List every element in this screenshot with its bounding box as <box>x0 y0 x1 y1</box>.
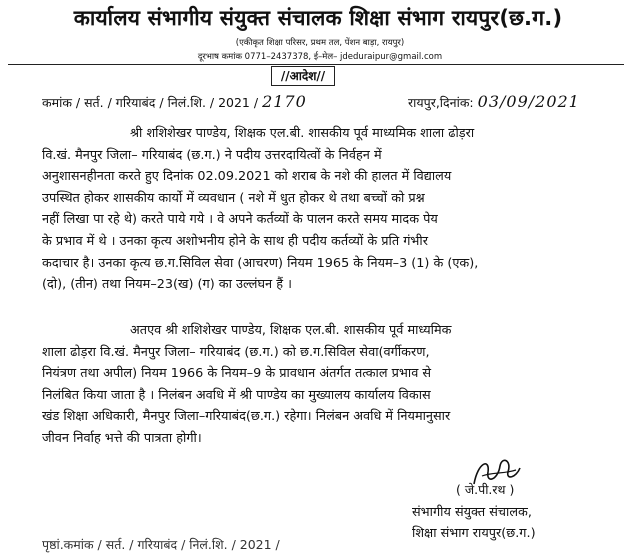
paragraph-line: के प्रभाव में थे । उनका कृत्य अशोभनीय होने के साथ ही पदीय कर्तव्यों के प्रति गंभीर <box>42 233 428 249</box>
paragraph-line: (दो), (तीन) तथा नियम–23(ख) (ग) का उल्लंघन हैं । <box>42 277 292 293</box>
paragraph-suspension <box>42 320 616 450</box>
reference-date <box>408 92 580 111</box>
office-address: (एकीकृत शिक्षा परिसर, प्रथम तल, पेंशन बाड़ा, रायपुर) <box>235 38 405 48</box>
reference-number-handwritten: 2170 <box>262 92 307 111</box>
order-heading: //आदेश// <box>271 66 335 86</box>
office-contact: दूरभाष कमांक 0771–2437378, ई–मेल– jdeduraipur@gmail.com <box>197 52 443 62</box>
header-divider <box>8 64 624 65</box>
signatory-office: शिक्षा संभाग रायपुर(छ.ग.) <box>412 526 536 541</box>
paragraph-line: निलंबित किया जाता है । निलंबन अवधि में श्री पाण्डेय का मुख्यालय कार्यालय विकास <box>42 387 431 403</box>
paragraph-line: नियंत्रण तथा अपील) नियम 1966 के नियम–9 के प्रावधान अंतर्गत तत्काल प्रभाव से <box>42 366 432 382</box>
paragraph-charges <box>42 123 616 296</box>
signatory-designation: संभागीय संयुक्त संचालक, <box>412 505 532 520</box>
paragraph-line: वि.खं. मैनपुर जिला– गरियाबंद (छ.ग.) ने पदीय उत्तरदायित्वों के निर्वहन में <box>42 147 382 163</box>
paragraph-line: नहीं लिखा पा रहे थे) करते पाये गये । वे अपने कर्तव्यों के पालन करते समय मादक पेय <box>42 212 438 228</box>
paragraph-line: जीवन निर्वाह भत्ते की पात्रता होगी। <box>42 430 202 446</box>
paragraph-line: अतएव श्री शशिशेखर पाण्डेय, शिक्षक एल.बी. शासकीय पूर्व माध्यमिक <box>130 323 452 338</box>
office-title: कार्यालय संभागीय संयुक्त संचालक शिक्षा संभाग रायपुर(छ.ग.) <box>73 6 563 30</box>
paragraph-line: शाला ढोड़रा वि.खं. मैनपुर जिला– गरियाबंद (छ.ग.) को छ.ग.सिविल सेवा(वर्गीकरण, <box>42 344 430 360</box>
reference-date-handwritten: 03/09/2021 <box>477 92 580 111</box>
reference-date-prefix: रायपुर,दिनांक: <box>408 95 474 110</box>
paragraph-line: अनुशासनहीनता करते हुए दिनांक 02.09.2021 को शराब के नशे की हालत में विद्यालय <box>42 169 452 185</box>
signatory-name: ( जे.पी.रथ ) <box>456 482 515 497</box>
reference-number <box>42 92 307 111</box>
endorsement-line-cutoff: पृष्ठां.कमांक / सर्त. / गरियाबंद / निलं.शि. / 2021 / <box>42 537 280 552</box>
paragraph-line: कदाचार है। उनका कृत्य छ.ग.सिविल सेवा (आचरण) नियम 1965 के नियम–3 (1) के (एक), <box>42 255 479 271</box>
paragraph-line: श्री शशिशेखर पाण्डेय, शिक्षक एल.बी. शासकीय पूर्व माध्यमिक शाला ढोड़रा <box>130 126 475 141</box>
paragraph-line: खंड शिक्षा अधिकारी, मैनपुर जिला–गरियाबंद(छ.ग.) रहेगा। निलंबन अवधि में नियमानुसार <box>42 409 451 425</box>
paragraph-line: उपस्थित होकर शासकीय कार्यो में व्यवधान ( नशे में धुत होकर थे तथा बच्चों को प्रश्न <box>42 190 425 206</box>
reference-number-prefix: कमांक / सर्त. / गरियाबंद / निलं.शि. / 2021 / <box>42 95 259 110</box>
